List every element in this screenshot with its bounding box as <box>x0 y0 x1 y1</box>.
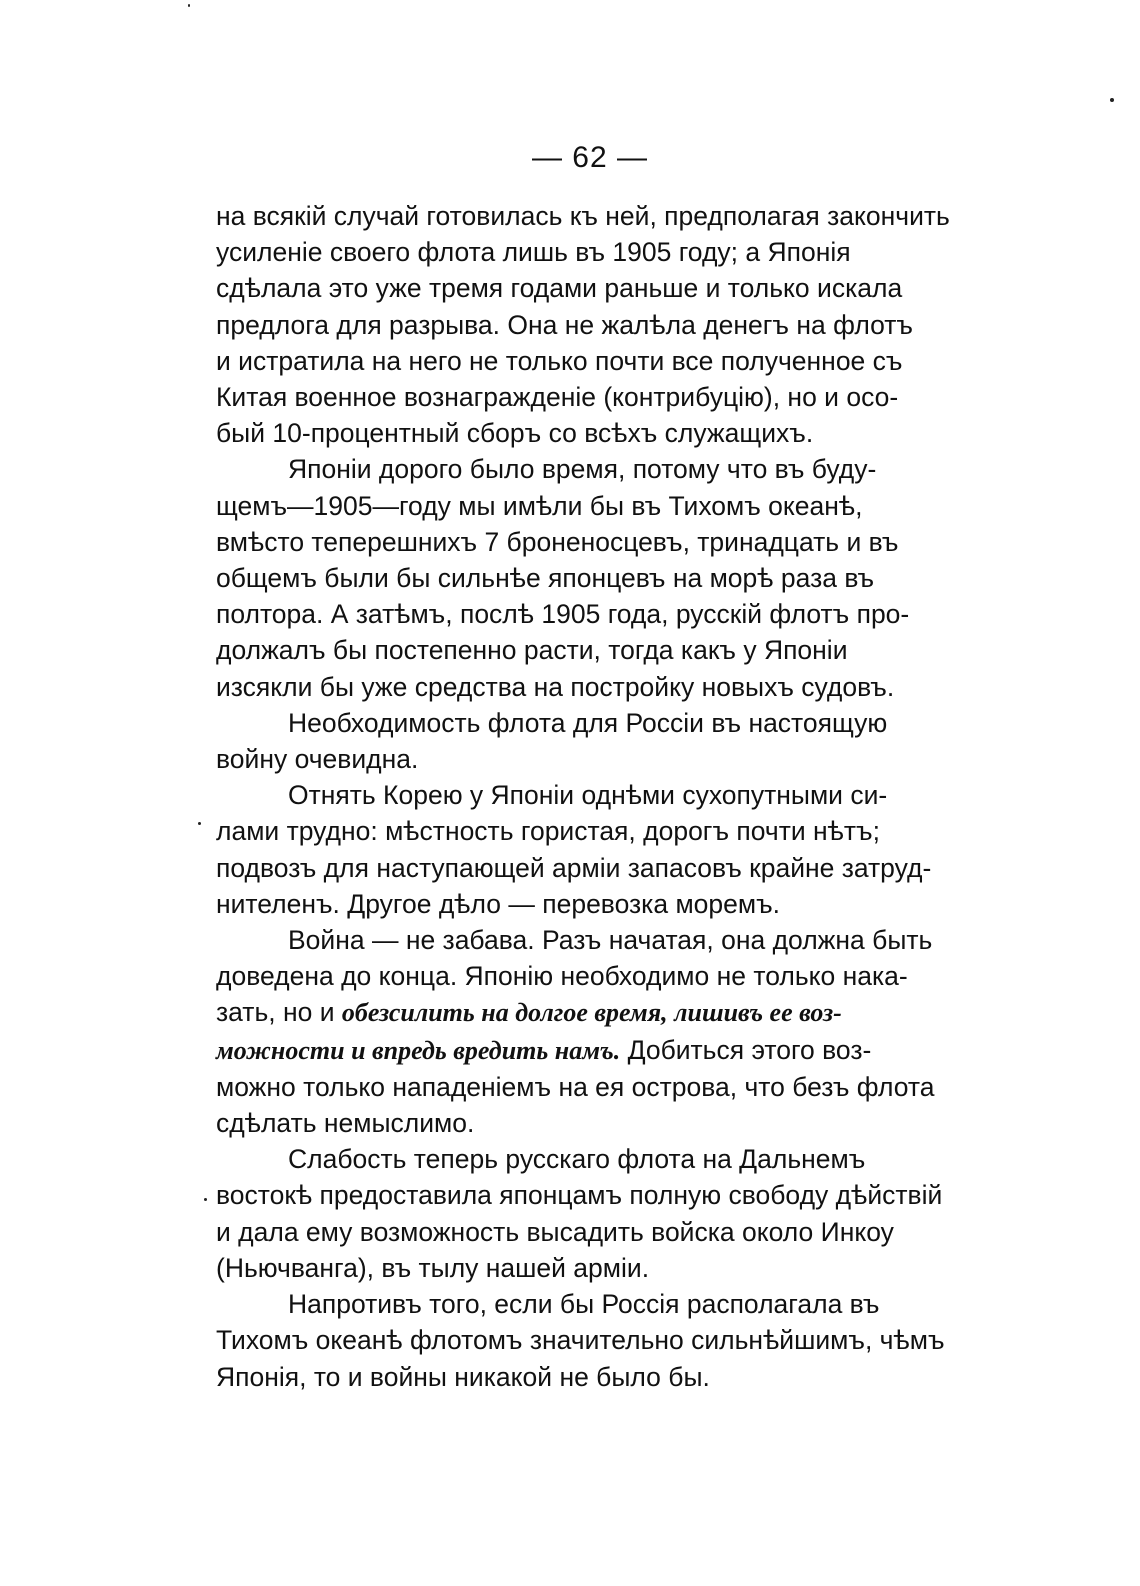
line: (Ньючванга), въ тылу нашей арміи. <box>216 1252 650 1283</box>
line: подвозъ для наступающей арміи запасовъ крайне затруд- <box>216 852 932 883</box>
line: Слабость теперь русскаго флота на Дальнемъ <box>288 1144 866 1175</box>
scan-speck <box>204 1198 207 1201</box>
line: сдѣлала это уже тремя годами раньше и только искала <box>216 273 903 304</box>
line: усиленіе своего флота лишь въ 1905 году; а Японія <box>216 237 851 268</box>
line: Японія, то и войны никакой не было бы. <box>216 1361 710 1392</box>
body-text <box>216 198 970 1395</box>
line: вмѣсто теперешнихъ 7 броненосцевъ, тринадцать и въ <box>216 526 899 557</box>
scan-speck <box>198 822 201 825</box>
line: Добиться этого воз- <box>620 1034 872 1065</box>
emphasized-text: обезсилить на долгое время, лишивъ ее воз- <box>341 998 842 1028</box>
line: щемъ—1905—году мы имѣли бы въ Тихомъ океанѣ, <box>216 490 863 521</box>
line: общемъ были бы сильнѣе японцевъ на морѣ раза въ <box>216 563 875 594</box>
line: Тихомъ океанѣ флотомъ значительно сильнѣйшимъ, чѣмъ <box>216 1325 945 1356</box>
line: бый 10-процентный сборъ со всѣхъ служащихъ. <box>216 418 814 449</box>
line: предлога для разрыва. Она не жалѣла денегъ на флотъ <box>216 309 913 340</box>
line: и истратила на него не только почти все полученное съ <box>216 345 903 376</box>
line: сдѣлать немыслимо. <box>216 1108 475 1139</box>
line: Китая военное вознагражденіе (контрибуцію), но и осо- <box>216 382 899 413</box>
scan-speck <box>1110 98 1114 102</box>
line: доведена до конца. Японію необходимо не только нака- <box>216 961 908 992</box>
scan-speck <box>188 4 190 7</box>
paragraph-6 <box>216 1141 970 1286</box>
paragraph-7 <box>216 1286 970 1395</box>
line: должалъ бы постепенно расти, тогда какъ у Японіи <box>216 635 848 666</box>
line: востокѣ предоставила японцамъ полную свободу дѣйствій <box>216 1180 943 1211</box>
page-number: — 62 — <box>531 141 649 174</box>
paragraph-1 <box>216 198 970 451</box>
line: полтора. А затѣмъ, послѣ 1905 года, русскій флотъ про- <box>216 599 910 630</box>
paragraph-4 <box>216 777 970 922</box>
line: нителенъ. Другое дѣло — перевозка моремъ. <box>216 888 781 919</box>
line: Необходимость флота для Россіи въ настоящую <box>288 707 888 738</box>
paragraph-5 <box>216 922 970 1141</box>
paragraph-3 <box>216 705 970 777</box>
line: зать, но и <box>216 997 342 1028</box>
line: лами трудно: мѣстность гористая, дорогъ почти нѣтъ; <box>216 816 880 847</box>
line: Японіи дорого было время, потому что въ буду- <box>288 454 877 485</box>
line: изсякли бы уже средства на постройку новыхъ судовъ. <box>216 671 895 702</box>
line: войну очевидна. <box>216 744 419 775</box>
emphasized-text: можности и впредь вредить намъ. <box>216 1035 621 1065</box>
line: Напротивъ того, если бы Россія располагала въ <box>288 1289 880 1320</box>
line: и дала ему возможность высадить войска около Инкоу <box>216 1216 894 1247</box>
paragraph-2 <box>216 451 970 704</box>
line: Отнять Корею у Японіи однѣми сухопутными си- <box>288 780 888 811</box>
line: можно только нападеніемъ на ея острова, что безъ флота <box>216 1071 935 1102</box>
line: на всякій случай готовилась къ ней, предполагая закончить <box>216 201 950 231</box>
line: Война — не забава. Разъ начатая, она должна быть <box>288 925 933 956</box>
